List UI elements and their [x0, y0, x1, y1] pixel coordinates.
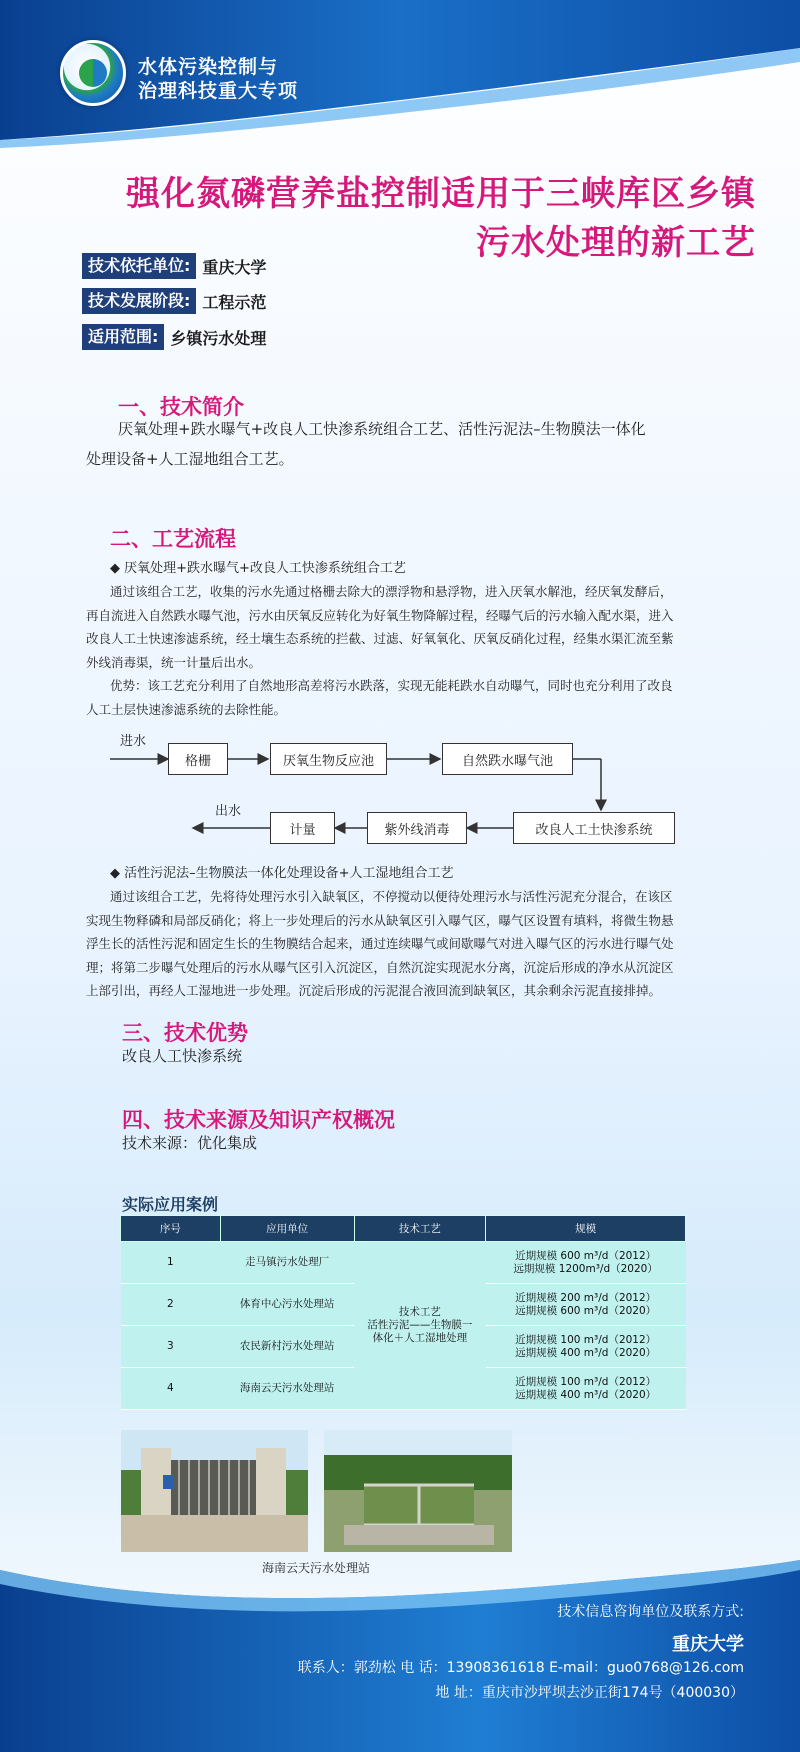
cell-unit: 体育中心污水处理站 — [220, 1284, 354, 1326]
paragraph-line: 改良人工土快速渗滤系统，经土壤生态系统的拦截、过滤、好氧氧化、厌氧反硝化过程，经集水渠汇流至紫 — [86, 631, 674, 646]
scale-near: 近期规模 600 m³/d（2012） — [515, 1249, 657, 1262]
footer-contact: 联系人：郭劲松 电 话：13908361618 E-mail：guo0768@126.com — [297, 1660, 744, 1676]
cell-no: 4 — [121, 1368, 221, 1410]
tag-label: 技术依托单位: — [82, 253, 196, 279]
footer-consult-label: 技术信息咨询单位及联系方式: — [557, 1604, 744, 1620]
scale-far: 远期规模 400 m³/d（2020） — [515, 1388, 657, 1401]
cell-unit: 走马镇污水处理厂 — [220, 1242, 354, 1284]
paragraph-line: 通过该组合工艺，收集的污水先通过格栅去除大的漂浮物和悬浮物，进入厌氧水解池，经厌氧发酵后， — [110, 584, 673, 599]
tag-label: 技术发展阶段: — [82, 288, 196, 314]
cell-scale — [486, 1284, 686, 1326]
flow-box-drop-aeration: 自然跌水曝气池 — [442, 743, 573, 775]
paragraph-line: 浮生长的活性污泥和固定生长的生物膜结合起来，通过连续曝气或间歇曝气对进入曝气区的污水进行曝气处 — [86, 936, 674, 951]
process-bullet-1: ◆ 厌氧处理+跌水曝气+改良人工快渗系统组合工艺 — [110, 561, 406, 576]
flow-outlet-label: 出水 — [215, 804, 242, 819]
site-photo-wetland — [324, 1430, 512, 1552]
site-photo-gate — [121, 1430, 308, 1552]
scale-near: 近期规模 100 m³/d（2012） — [515, 1333, 657, 1346]
section-4-heading: 四、技术来源及知识产权概况 — [122, 1108, 395, 1132]
tag-label: 适用范围: — [82, 324, 164, 350]
brand-line-2: 治理科技重大专项 — [138, 80, 299, 102]
cell-no: 2 — [121, 1284, 221, 1326]
table-header-row — [121, 1216, 686, 1242]
flow-box-metering: 计量 — [270, 812, 335, 844]
section-2-heading: 二、工艺流程 — [110, 527, 236, 551]
section-4-text: 技术来源：优化集成 — [122, 1134, 258, 1152]
col-header-unit: 应用单位 — [220, 1216, 354, 1242]
cell-scale — [486, 1326, 686, 1368]
section-3-text: 改良人工快渗系统 — [122, 1047, 243, 1065]
tag-row-scope — [82, 324, 266, 350]
flow-box-rapid-infiltration: 改良人工土快渗系统 — [513, 812, 675, 844]
table-row — [121, 1242, 686, 1284]
process-line: 体化＋人工湿地处理 — [372, 1332, 468, 1344]
col-header-process: 技术工艺 — [354, 1216, 486, 1242]
cases-table — [120, 1215, 686, 1410]
process-bullet-2: ◆ 活性污泥法–生物膜法一体化处理设备+人工湿地组合工艺 — [110, 866, 454, 881]
brand-line-1: 水体污染控制与 — [138, 56, 279, 78]
flow-box-uv-disinfection: 紫外线消毒 — [367, 812, 467, 844]
flow-box-anaerobic-reactor: 厌氧生物反应池 — [270, 743, 387, 775]
tag-row-stage — [82, 288, 266, 314]
paragraph-line: 上部引出，再经人工湿地进一步处理。沉淀后形成的污泥混合液回流到缺氧区，其余剩余污泥直接排掉。 — [86, 983, 662, 998]
cell-scale — [486, 1368, 686, 1410]
photo-caption: 海南云天污水处理站 — [262, 1561, 371, 1575]
tag-value: 乡镇污水处理 — [170, 328, 267, 348]
section-1-line-2: 处理设备+人工湿地组合工艺。 — [86, 450, 294, 468]
flow-inlet-label: 进水 — [120, 734, 147, 749]
flow-box-screen: 格栅 — [168, 743, 228, 775]
scale-far: 远期规模 400 m³/d（2020） — [515, 1346, 657, 1359]
col-header-scale: 规模 — [486, 1216, 686, 1242]
cell-process — [354, 1242, 486, 1410]
tag-row-unit — [82, 253, 266, 279]
tag-value: 重庆大学 — [202, 257, 267, 277]
cell-no: 3 — [121, 1326, 221, 1368]
scale-far: 远期规模 600 m³/d（2020） — [515, 1304, 657, 1317]
paragraph-line: 再自流进入自然跌水曝气池，污水由厌氧反应转化为好氧生物降解过程，经曝气后的污水输入配水渠，进入 — [86, 607, 674, 623]
paragraph-line: 人工土层快速渗滤系统的去除性能。 — [86, 701, 287, 717]
cases-heading: 实际应用案例 — [122, 1195, 219, 1214]
footer-organization: 重庆大学 — [672, 1634, 744, 1655]
cell-scale — [486, 1242, 686, 1284]
process-line: 活性污泥——生物膜一 — [367, 1319, 473, 1331]
section-1-heading: 一、技术简介 — [118, 395, 244, 419]
process-flow-diagram — [105, 730, 705, 850]
section-1-line-1: 厌氧处理+跌水曝气+改良人工快渗系统组合工艺、活性污泥法–生物膜法一体化 — [118, 420, 646, 438]
footer-address: 地 址：重庆市沙坪坝去沙正街174号（400030） — [435, 1685, 744, 1701]
cell-no: 1 — [121, 1242, 221, 1284]
process-1-paragraph — [86, 580, 726, 721]
cell-unit: 海南云天污水处理站 — [220, 1368, 354, 1410]
process-2-paragraph — [86, 885, 726, 1003]
program-logo — [60, 40, 126, 106]
section-3-heading: 三、技术优势 — [122, 1021, 248, 1045]
page-title-line-2: 污水处理的新工艺 — [476, 223, 756, 263]
col-header-no: 序号 — [121, 1216, 221, 1242]
page-title-line-1: 强化氮磷营养盐控制适用于三峡库区乡镇 — [126, 174, 756, 214]
paragraph-line: 优势：该工艺充分利用了自然地形高差将污水跌落，实现无能耗跌水自动曝气，同时也充分利用了改良 — [110, 678, 673, 693]
paragraph-line: 理；将第二步曝气处理后的污水从曝气区引入沉淀区，自然沉淀实现泥水分离，沉淀后形成的净水从沉淀区 — [86, 959, 674, 975]
paragraph-line: 实现生物释磷和局部反硝化；将上一步处理后的污水从缺氧区引入曝气区，曝气区设置有填料，将微生物悬 — [86, 912, 674, 928]
scale-near: 近期规模 200 m³/d（2012） — [515, 1291, 657, 1304]
cell-unit: 农民新村污水处理站 — [220, 1326, 354, 1368]
paragraph-line: 外线消毒渠，统一计量后出水。 — [86, 654, 262, 670]
scale-near: 近期规模 100 m³/d（2012） — [515, 1375, 657, 1388]
paragraph-line: 通过该组合工艺，先将待处理污水引入缺氧区，不停搅动以便待处理污水与活性污泥充分混合，在该区 — [110, 889, 673, 904]
tag-value: 工程示范 — [202, 292, 267, 312]
process-line: 技术工艺 — [398, 1306, 441, 1318]
scale-far: 远期规模 1200m³/d（2020） — [513, 1262, 658, 1275]
